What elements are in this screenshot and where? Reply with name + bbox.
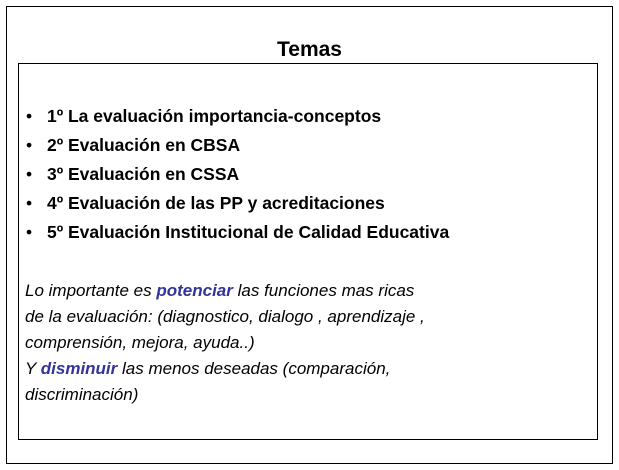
topic-item (24, 104, 449, 133)
topic-label: 4º Evaluación de las PP y acreditaciones (47, 193, 385, 213)
note-line-4 (25, 356, 425, 382)
slide-title: Temas (277, 38, 342, 61)
topic-list (24, 104, 449, 249)
topic-item (24, 162, 449, 191)
note-line-2: de la evaluación: (diagnostico, dialogo , aprendizaje , (25, 307, 425, 326)
note-text: Y (25, 359, 41, 378)
note-line-1 (25, 278, 425, 304)
topic-item (24, 220, 449, 249)
topic-label: 3º Evaluación en CSSA (47, 164, 240, 184)
bullet-icon: • (26, 193, 33, 213)
emphasis-potenciar: potenciar (156, 281, 233, 300)
topic-label: 2º Evaluación en CBSA (47, 135, 241, 155)
bullet-icon: • (26, 164, 33, 184)
topic-item (24, 191, 449, 220)
topic-label: 1º La evaluación importancia-conceptos (47, 106, 382, 126)
topic-item (24, 133, 449, 162)
bullet-icon: • (26, 222, 33, 242)
emphasis-disminuir: disminuir (40, 359, 118, 378)
note-paragraph (25, 278, 425, 408)
bullet-icon: • (26, 135, 33, 155)
note-line-3: comprensión, mejora, ayuda..) (25, 333, 255, 352)
topic-label: 5º Evaluación Institucional de Calidad Educativa (47, 222, 450, 242)
note-text: Lo importante es (25, 281, 157, 300)
note-text: las menos deseadas (comparación, (117, 359, 391, 378)
note-line-5: discriminación) (25, 385, 139, 404)
bullet-icon: • (26, 106, 33, 126)
note-text: las funciones mas ricas (232, 281, 415, 300)
